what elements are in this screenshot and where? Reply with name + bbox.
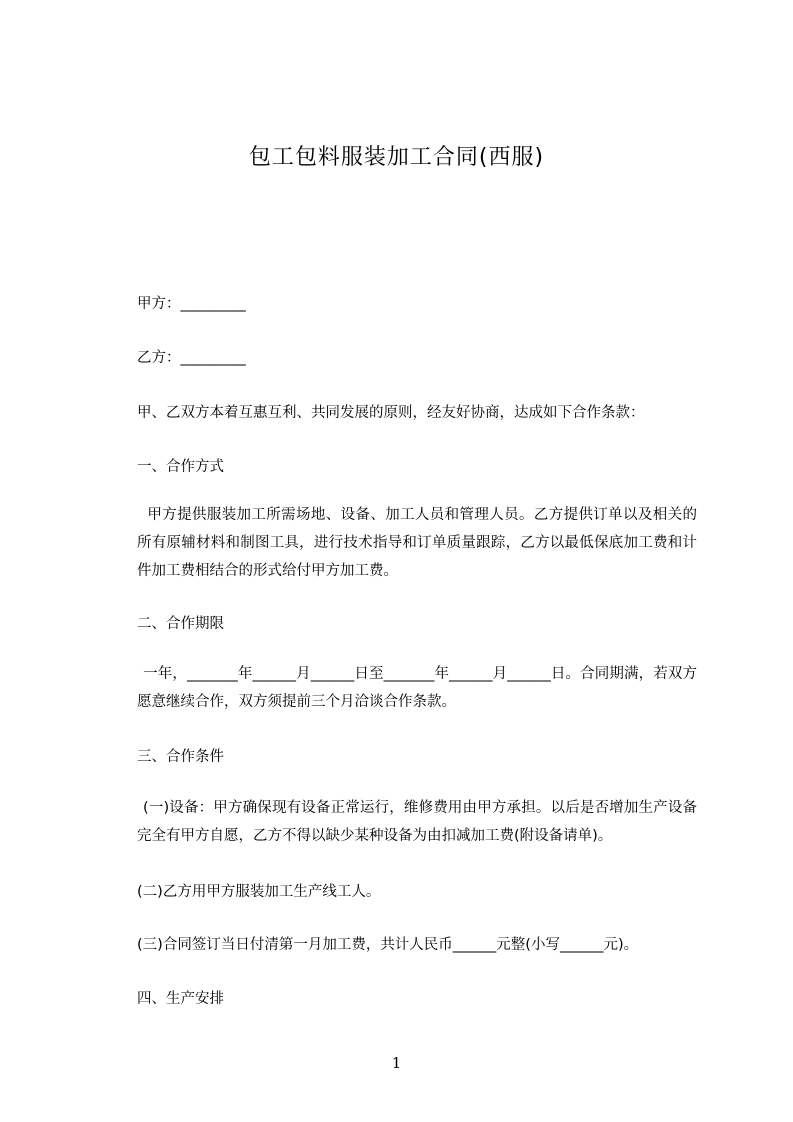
section-3-item-1-text: (一)设备：甲方确保现有设备正常运行，维修费用由甲方承担。以后是否增加生产设备完全有甲方自愿，乙方不得以缺少某种设备为由扣减加工费(附设备请单)。 xyxy=(137,800,697,844)
section-1-heading: 一、合作方式 xyxy=(137,459,224,475)
section-2-heading: 二、合作期限 xyxy=(137,616,224,632)
section-1-body-text: 甲方提供服装加工所需场地、设备、加工人员和管理人员。乙方提供订单以及相关的所有原辅材料和制图工具，进行技术指导和订单质量跟踪，乙方以最低保底加工费和计件加工费相结合的形式给付甲方加工费。 xyxy=(137,507,697,579)
party-b-line: 乙方：_________ xyxy=(137,350,246,366)
section-2-body xyxy=(137,660,697,716)
section-3-item-2: (二)乙方用甲方服装加工生产线工人。 xyxy=(137,884,381,900)
section-3-item-1 xyxy=(137,794,697,850)
section-1-body xyxy=(137,501,697,585)
page-number: 1 xyxy=(391,1054,402,1072)
intro-paragraph: 甲、乙双方本着互惠互利、共同发展的原则，经友好协商，达成如下合作条款： xyxy=(137,405,645,421)
document-title: 包工包料服装加工合同(西服) xyxy=(248,145,545,170)
party-a-line: 甲方：_________ xyxy=(137,296,246,312)
section-3-item-3: (三)合同签订当日付清第一月加工费，共计人民币______元整(小写______元)。 xyxy=(137,937,639,953)
section-2-body-text: 一年，_______年______月______日至_______年______月______日。合同期满，若双方愿意继续合作，双方须提前三个月洽谈合作条款。 xyxy=(137,666,697,710)
section-3-heading: 三、合作条件 xyxy=(137,749,224,765)
section-4-heading: 四、生产安排 xyxy=(137,991,224,1007)
